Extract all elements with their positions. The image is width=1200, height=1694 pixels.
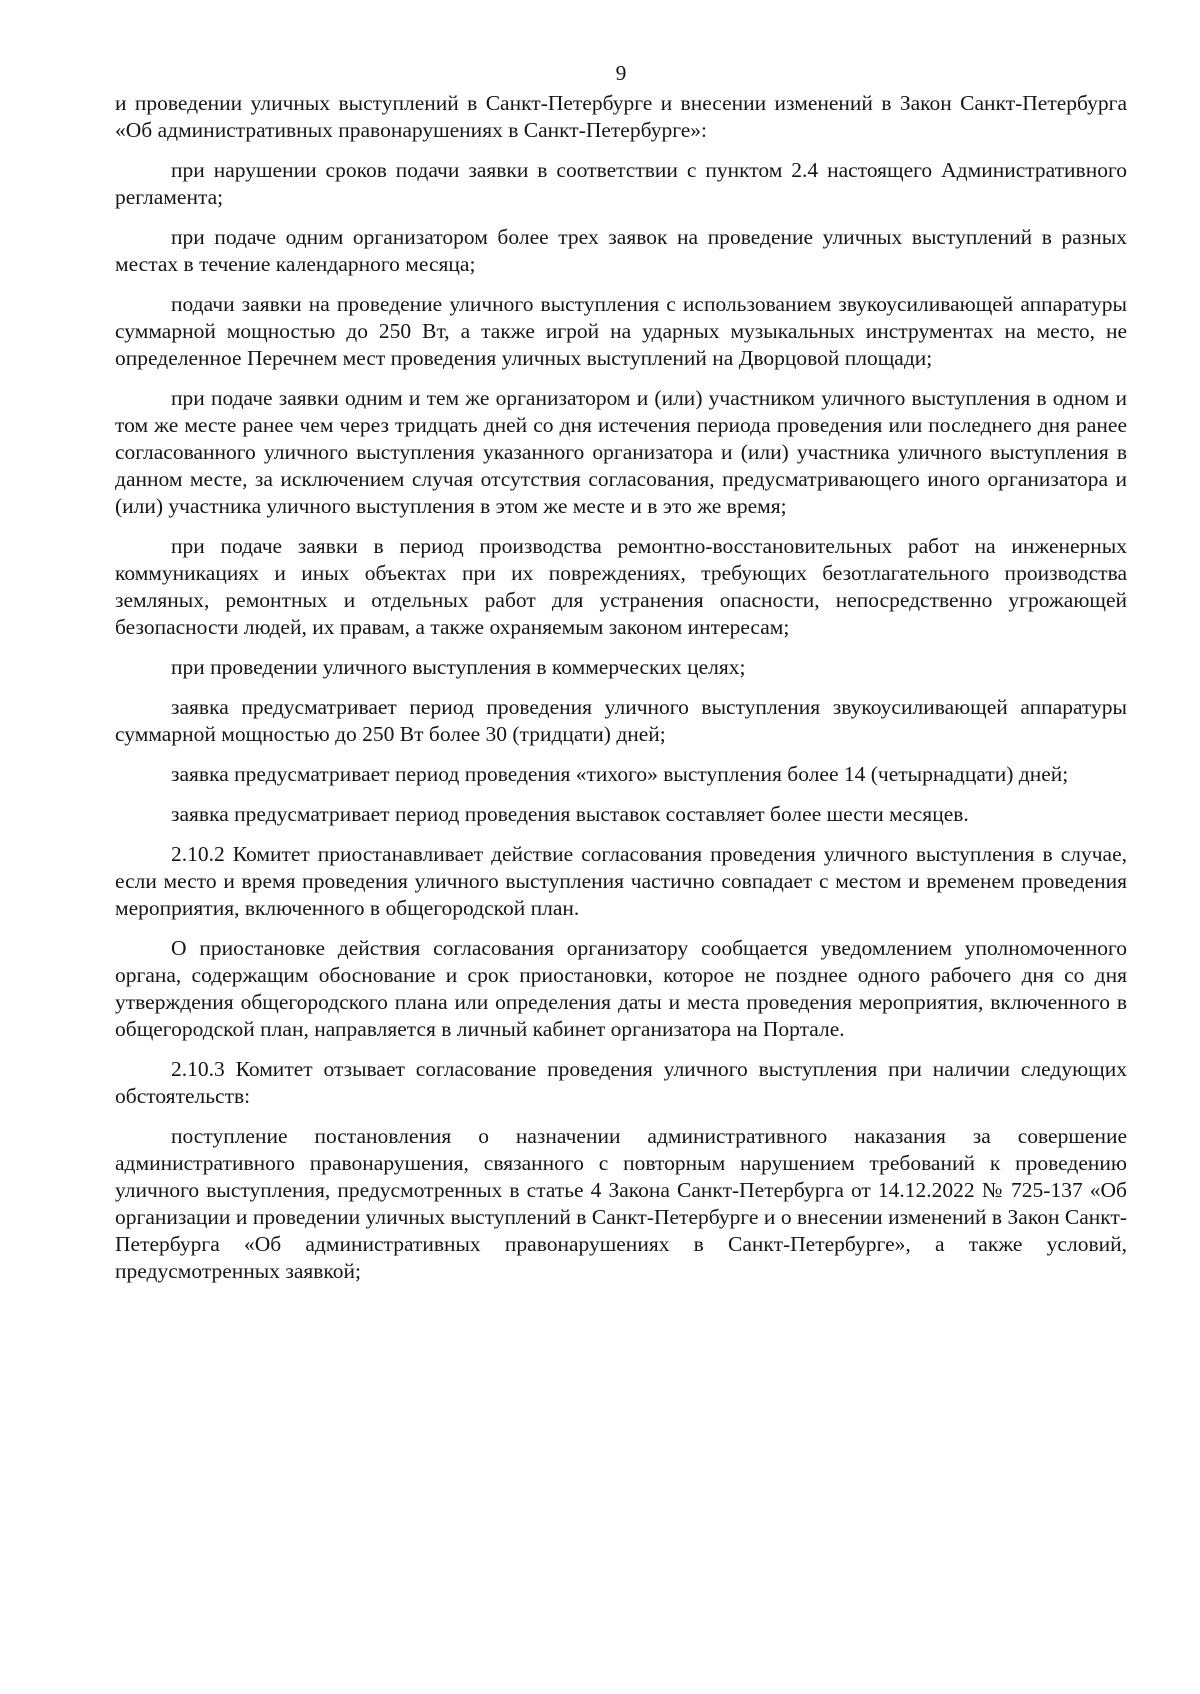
paragraph-sound-equipment-location: подачи заявки на проведение уличного выступления с использованием звукоусиливающей аппаратуры суммарной мощностью до 250 Вт, а также игрой на ударных музыкальных инструментах на место, не определенное Перечнем мест проведения уличных выступлений на Дворцовой площади; xyxy=(115,292,1127,370)
paragraph-continuation: и проведении уличных выступлений в Санкт-Петербурге и внесении изменений в Закон Санкт-Петербурга «Об административных правонарушениях в Санкт-Петербурге»: xyxy=(115,91,1127,142)
paragraph-three-applications: при подаче одним организатором более трех заявок на проведение уличных выступлений в разных местах в течение календарного месяца; xyxy=(115,225,1127,276)
paragraph-commercial-purposes: при проведении уличного выступления в коммерческих целях; xyxy=(171,655,746,679)
paragraph-quiet-period: заявка предусматривает период проведения «тихого» выступления более 14 (четырнадцати) дней; xyxy=(171,762,1069,786)
page-number: 9 xyxy=(615,61,627,85)
paragraph-sound-period: заявка предусматривает период проведения уличного выступления звукоусиливающей аппаратуры суммарной мощностью до 250 Вт более 30 (тридцати) дней; xyxy=(115,695,1127,746)
paragraph-suspension-notice: О приостановке действия согласования организатору сообщается уведомлением уполномоченного органа, содержащим обоснование и срок приостановки, которое не позднее одного рабочего дня со дня утверждения общегородского плана или определения даты и места проведения мероприятия, включенного в общегородской план, направляется в личный кабинет организатора на Портале. xyxy=(115,936,1127,1041)
paragraph-clause-2-10-2: 2.10.2 Комитет приостанавливает действие согласования проведения уличного выступления в случае, если место и время проведения уличного выступления частично совпадает с местом и временем проведения мероприятия, включенного в общегородской план. xyxy=(115,842,1127,920)
paragraph-administrative-penalty: поступление постановления о назначении административного наказания за совершение административного правонарушения, связанного с повторным нарушением требований к проведению уличного выступления, предусмотренных в статье 4 Закона Санкт-Петербурга от 14.12.2022 № 725-137 «Об организации и проведении уличных выступлений в Санкт-Петербурге и о внесении изменений в Закон Санкт-Петербурга «Об административных правонарушениях в Санкт-Петербурге», а также условий, предусмотренных заявкой; xyxy=(115,1124,1127,1283)
paragraph-clause-2-10-3: 2.10.3 Комитет отзывает согласование проведения уличного выступления при наличии следующих обстоятельств: xyxy=(115,1057,1127,1108)
paragraph-deadline-violation: при нарушении сроков подачи заявки в соответствии с пунктом 2.4 настоящего Административного регламента; xyxy=(115,158,1127,209)
paragraph-repair-works: при подаче заявки в период производства ремонтно-восстановительных работ на инженерных коммуникациях и иных объектах при их повреждениях, требующих безотлагательного производства земляных, ремонтных и отдельных работ для устранения опасности, непосредственно угрожающей безопасности людей, их правам, а также охраняемым законом интересам; xyxy=(115,534,1127,639)
paragraph-exhibition-period: заявка предусматривает период проведения выставок составляет более шести месяцев. xyxy=(171,802,969,826)
paragraph-repeat-application: при подаче заявки одним и тем же организатором и (или) участником уличного выступления в одном и том же месте ранее чем через тридцать дней со дня истечения периода проведения или последнего дня ранее согласованного уличного выступления указанного организатора и (или) участника уличного выступления в данном месте, за исключением случая отсутствия согласования, предусматривающего иного организатора и (или) участника уличного выступления в этом же месте и в это же время; xyxy=(115,386,1127,518)
